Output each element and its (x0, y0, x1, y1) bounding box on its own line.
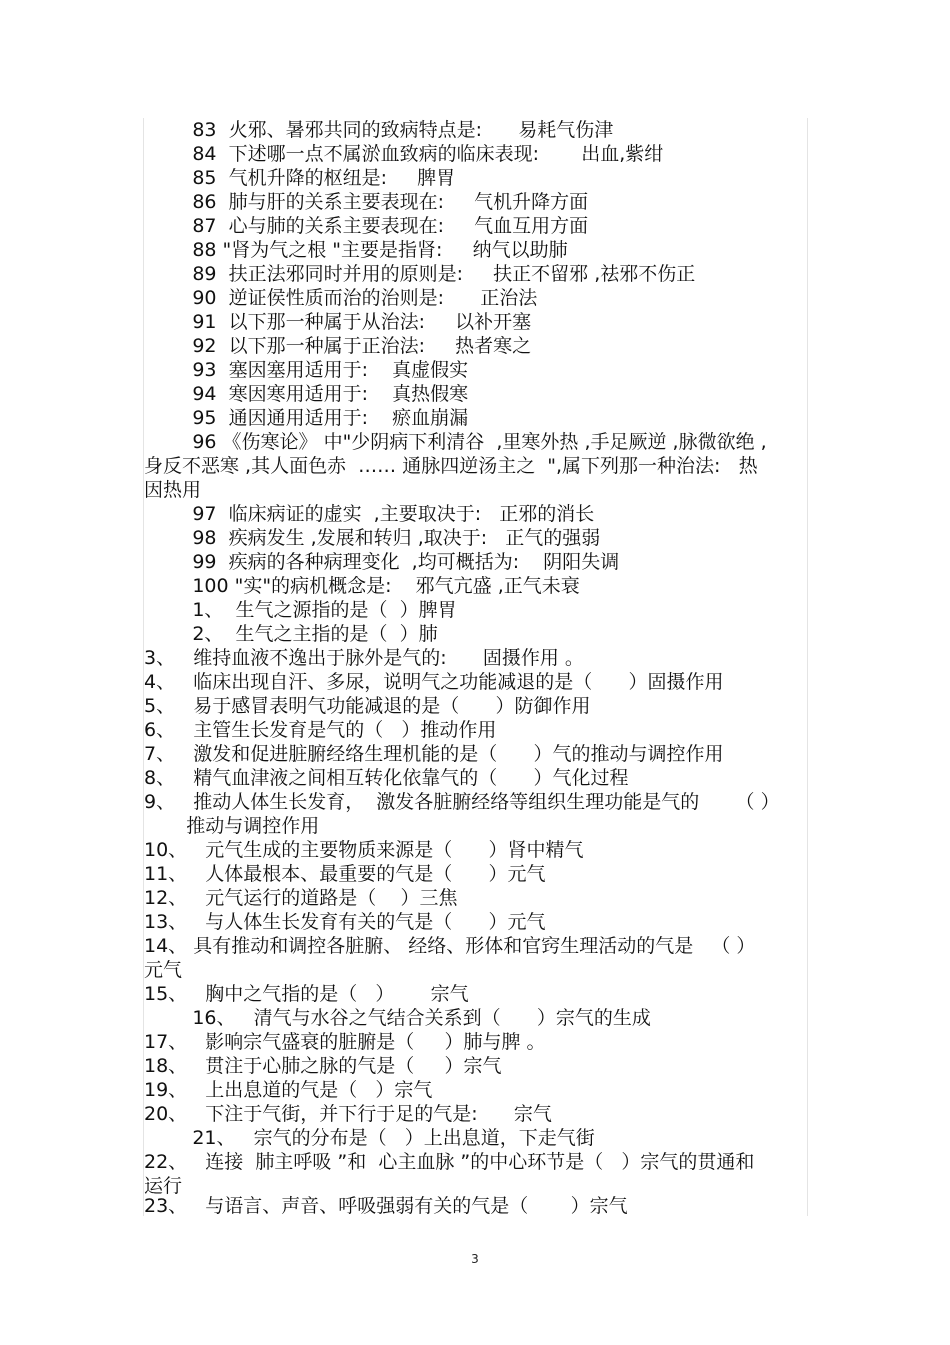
text-line-100: 100 "实"的病机概念是: 邪气亢盛 ,正气未衰 (144, 575, 580, 597)
text-line-q2: 2、 生气之主指的是（ ）肺 (144, 623, 438, 645)
page-number: 3 (471, 1252, 479, 1266)
text-line-83: 83 火邪、暑邪共同的致病特点是: 易耗气伤津 (144, 119, 614, 141)
text-line-90: 90 逆证侯性质而治的治则是: 正治法 (144, 287, 538, 309)
text-line-94: 94 寒因寒用适用于: 真热假寒 (144, 383, 469, 405)
text-line-92: 92 以下那一种属于正治法: 热者寒之 (144, 335, 532, 357)
text-line-q17: 17、 影响宗气盛衰的脏腑是（ ）肺与脾 。 (144, 1031, 546, 1053)
text-line-85: 85 气机升降的枢纽是: 脾胃 (144, 167, 456, 189)
text-line-q18: 18、 贯注于心肺之脉的气是（ ）宗气 (144, 1055, 502, 1077)
text-line-87: 87 心与肺的关系主要表现在: 气血互用方面 (144, 215, 589, 237)
text-line-96: 96 《伤寒论》 中"少阴病下利清谷 ,里寒外热 ,手足厥逆 ,脉微欲绝 , (144, 431, 767, 453)
text-line-q22: 22、 连接 肺主呼吸 ”和 心主血脉 ”的中心环节是（ ）宗气的贯通和 (144, 1151, 755, 1173)
text-line-91: 91 以下那一种属于从治法: 以补开塞 (144, 311, 532, 333)
text-line-q3: 3、 维持血液不逸出于脉外是气的: 固摄作用 。 (144, 647, 584, 669)
text-line-q11: 11、 人体最根本、最重要的气是（ ）元气 (144, 863, 546, 885)
text-line-q9: 9、 推动人体生长发育， 激发各脏腑经络等组织生理功能是气的 （ ） (144, 791, 780, 813)
text-line-86: 86 肺与肝的关系主要表现在: 气机升降方面 (144, 191, 589, 213)
text-line-q1: 1、 生气之源指的是（ ）脾胃 (144, 599, 457, 621)
text-line-q5: 5、 易于感冒表明气功能减退的是（ ）防御作用 (144, 695, 591, 717)
text-line-q4: 4、 临床出现自汗、多尿，说明气之功能减退的是（ ）固摄作用 (144, 671, 724, 693)
text-line-q14-cont: 元气 (144, 959, 183, 981)
text-line-96-cont: 因热用 (144, 479, 202, 501)
text-line-q16: 16、 清气与水谷之气结合关系到（ ）宗气的生成 (144, 1007, 651, 1029)
text-line-q6: 6、 主管生长发育是气的（ ）推动作用 (144, 719, 497, 741)
text-line-97: 97 临床病证的虚实 ,主要取决于: 正邪的消长 (144, 503, 595, 525)
text-line-84: 84 下述哪一点不属淤血致病的临床表现: 出血,紫绀 (144, 143, 664, 165)
text-line-96-cont: 身反不恶寒 ,其人面色赤 …… 通脉四逆汤主之 ",属下列那一种治法: 热 (144, 455, 758, 477)
text-line-89: 89 扶正法邪同时并用的原则是: 扶正不留邪 ,祛邪不伤正 (144, 263, 696, 285)
text-line-q23: 23、 与语言、声音、呼吸强弱有关的气是（ ）宗气 (144, 1195, 628, 1217)
text-line-q19: 19、 上出息道的气是（ ）宗气 (144, 1079, 433, 1101)
text-line-q15: 15、 胸中之气指的是（ ） 宗气 (144, 983, 469, 1005)
text-line-99: 99 疾病的各种病理变化 ,均可概括为: 阴阳失调 (144, 551, 620, 573)
text-line-q7: 7、 激发和促进脏腑经络生理机能的是（ ）气的推动与调控作用 (144, 743, 724, 765)
text-line-q14: 14、 具有推动和调控各脏腑、 经络、形体和官窍生理活动的气是 （ ） (144, 935, 756, 957)
text-line-q20: 20、 下注于气街，并下行于足的气是: 宗气 (144, 1103, 552, 1125)
text-line-98: 98 疾病发生 ,发展和转归 ,取决于: 正气的强弱 (144, 527, 601, 549)
text-line-95: 95 通因通用适用于: 瘀血崩漏 (144, 407, 469, 429)
text-line-q9-cont: 推动与调控作用 (144, 815, 320, 837)
text-line-93: 93 塞因塞用适用于: 真虚假实 (144, 359, 469, 381)
text-line-q21: 21、 宗气的分布是（ ）上出息道，下走气街 (144, 1127, 595, 1149)
text-line-q10: 10、 元气生成的主要物质来源是（ ）肾中精气 (144, 839, 584, 861)
document-page (143, 118, 808, 1216)
text-line-q12: 12、 元气运行的道路是（ ）三焦 (144, 887, 458, 909)
text-line-88: 88 "肾为气之根 "主要是指肾: 纳气以助肺 (144, 239, 568, 261)
text-line-q22-cont: 运行 (144, 1175, 183, 1197)
text-line-q8: 8、 精气血津液之间相互转化依靠气的（ ）气化过程 (144, 767, 629, 789)
text-line-q13: 13、 与人体生长发育有关的气是（ ）元气 (144, 911, 546, 933)
document-body (144, 118, 807, 1216)
